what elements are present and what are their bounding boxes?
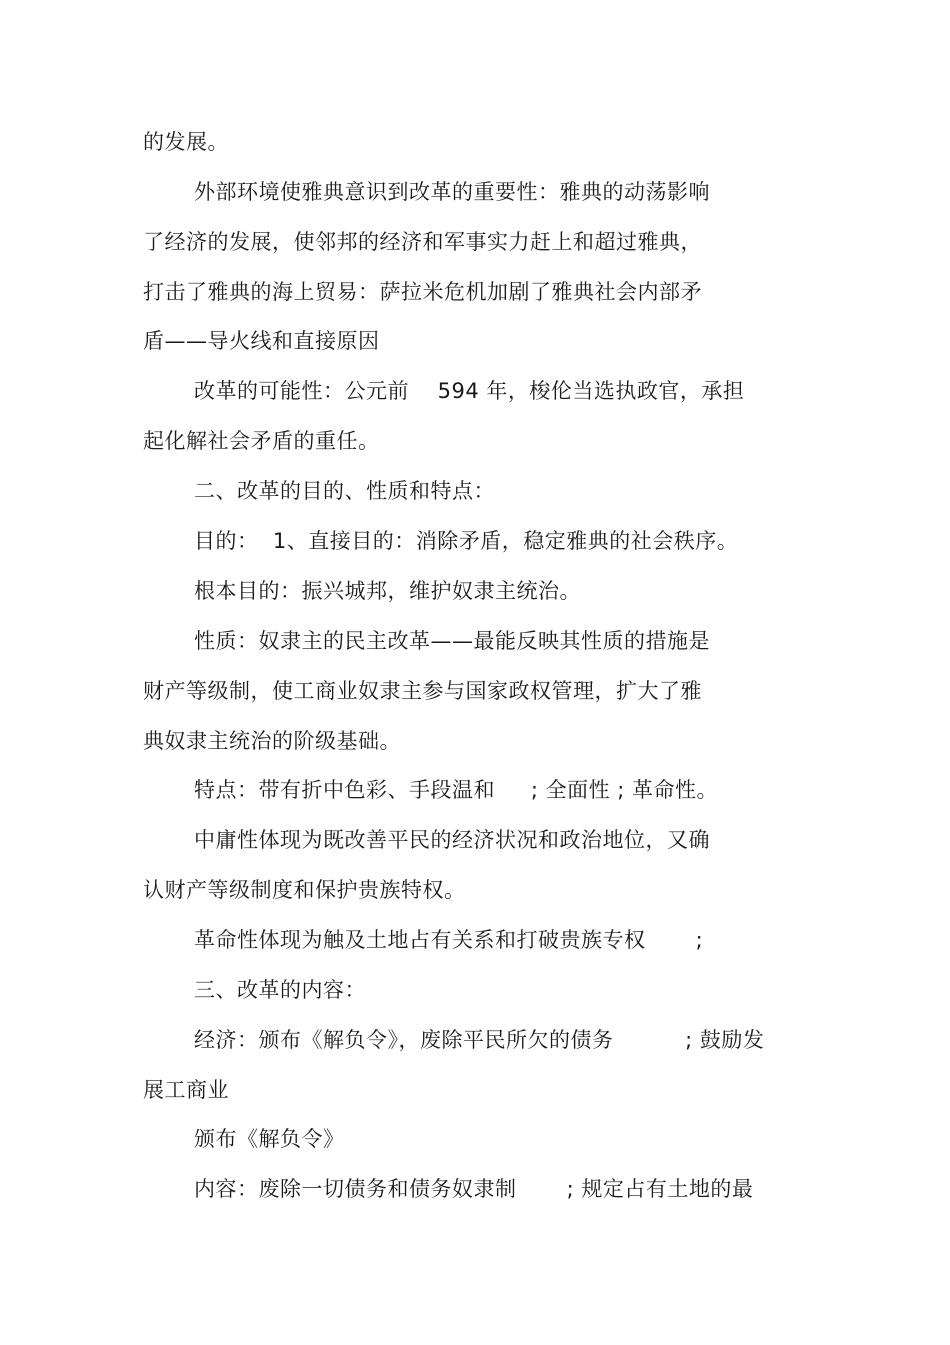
text-line: 目的： 1、直接目的：消除矛盾，稳定雅典的社会秩序。 [194, 529, 739, 553]
text-line: 展工商业 [143, 1078, 229, 1102]
section-heading: 二、改革的目的、性质和特点： [194, 479, 495, 503]
text-line: 了经济的发展，使邻邦的经济和军事实力赶上和超过雅典， [143, 230, 702, 254]
text-line: 外部环境使雅典意识到改革的重要性：雅典的动荡影响 [194, 180, 710, 204]
text-line: 认财产等级制度和保护贵族特权。 [143, 878, 466, 902]
text-line: 典奴隶主统治的阶级基础。 [143, 729, 401, 753]
text-line: 起化解社会矛盾的重任。 [143, 429, 380, 453]
text-line: 中庸性体现为既改善平民的经济状况和政治地位，又确 [194, 828, 710, 852]
text-line: 的发展。 [143, 130, 229, 154]
text-line: 改革的可能性：公元前 594 年，梭伦当选执政官，承担 [194, 379, 745, 403]
text-line: 打击了雅典的海上贸易：萨拉米危机加剧了雅典社会内部矛 [143, 280, 702, 304]
text-line: 特点：带有折中色彩、手段温和 ; 全面性 ; 革命性。 [194, 778, 719, 802]
text-line: 财产等级制，使工商业奴隶主参与国家政权管理，扩大了雅 [143, 679, 702, 703]
section-heading: 三、改革的内容： [194, 978, 366, 1002]
text-line: 颁布《解负令》 [194, 1127, 345, 1151]
text-line: 性质：奴隶主的民主改革——最能反映其性质的措施是 [194, 629, 710, 653]
text-line: 盾——导火线和直接原因 [143, 329, 380, 353]
text-line: 经济：颁布《解负令》，废除平民所欠的债务 ; 鼓励发 [194, 1028, 765, 1052]
text-line: 内容：废除一切债务和债务奴隶制 ; 规定占有土地的最 [194, 1177, 754, 1201]
text-line: 根本目的：振兴城邦，维护奴隶主统治。 [194, 579, 581, 603]
text-line: 革命性体现为触及土地占有关系和打破贵族专权 ; [194, 928, 704, 952]
